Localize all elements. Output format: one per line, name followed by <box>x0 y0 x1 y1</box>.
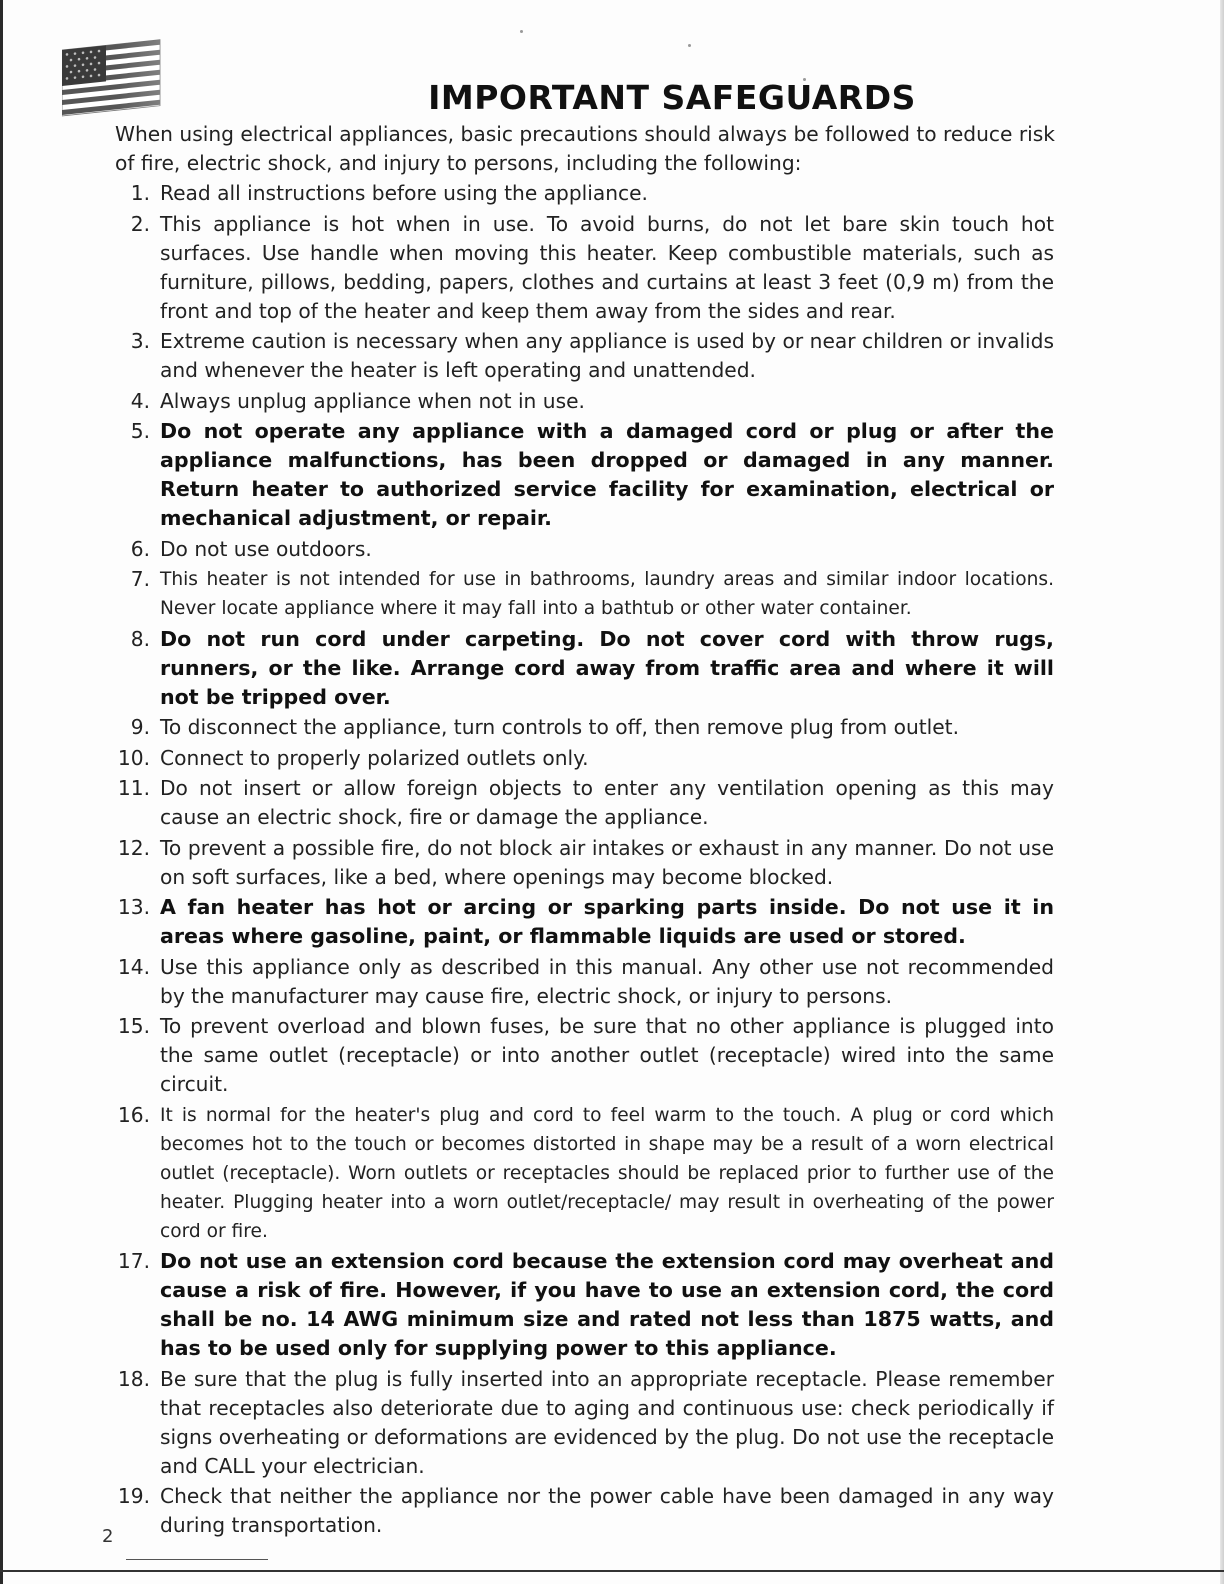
list-item <box>112 713 1054 742</box>
item-number: 16. <box>117 1102 150 1127</box>
item-number: 4. <box>130 388 150 413</box>
list-item <box>112 565 1054 623</box>
list-item <box>112 953 1054 1011</box>
item-text: It is normal for the heater's plug and cord to feel warm to the touch. A plug or cord which becomes hot to the touch or becomes distorted in shape may be a result of a worn electrical outlet (receptacle). Worn outlets or receptacles should be replaced prior to further use of the heater. Plugging heater into a worn outlet/receptacle/ may result in overheating of the power cord or fire. <box>160 1104 1054 1242</box>
item-text: Extreme caution is necessary when any appliance is used by or near children or invalids and whenever the heater is left operating and unattended. <box>160 329 1054 382</box>
list-item <box>112 387 1054 416</box>
scan-speck <box>688 44 691 47</box>
list-item <box>112 210 1054 326</box>
intro-paragraph: When using electrical appliances, basic precautions should always be followed to reduce risk of fire, electric shock, and injury to persons, including the following: <box>115 122 1055 175</box>
list-item <box>112 327 1054 385</box>
list-item <box>112 774 1054 832</box>
item-text: Use this appliance only as described in this manual. Any other use not recommended by the manufacturer may cause fire, electric shock, or injury to persons. <box>160 954 1054 1008</box>
list-item <box>112 834 1054 892</box>
scan-speck <box>520 30 523 33</box>
item-number: 3. <box>130 329 150 353</box>
item-number: 2. <box>130 211 150 236</box>
item-number: 10. <box>117 745 150 770</box>
item-text: Read all instructions before using the appliance. <box>160 181 648 205</box>
list-item <box>112 1101 1054 1246</box>
item-text: Do not operate any appliance with a damaged cord or plug or after the appliance malfunctions, has been dropped or damaged in any manner. Return heater to authorized service facility for examination, electrical or mechanical adjustment, or repair. <box>160 419 1054 530</box>
list-item <box>112 1482 1054 1540</box>
page-left-edge <box>0 0 3 1584</box>
footer-rule <box>126 1559 268 1560</box>
item-text: To prevent a possible fire, do not block air intakes or exhaust in any manner. Do not use on soft surfaces, like a bed, where openings may become blocked. <box>160 835 1054 889</box>
item-number: 18. <box>117 1366 150 1391</box>
item-number: 15. <box>117 1014 150 1038</box>
item-text: Do not insert or allow foreign objects to enter any ventilation opening as this may cause an electric shock, fire or damage the appliance. <box>160 776 1054 829</box>
list-item-warning <box>112 893 1054 951</box>
item-number: 14. <box>117 954 150 979</box>
item-text: Do not run cord under carpeting. Do not cover cord with throw rugs, runners, or the like. Arrange cord away from traffic area and where it will not be tripped over. <box>160 626 1054 709</box>
list-item-warning <box>112 625 1054 712</box>
item-text: To prevent overload and blown fuses, be sure that no other appliance is plugged into the same outlet (receptacle) or into another outlet (receptacle) wired into the same circuit. <box>160 1014 1054 1096</box>
item-number: 17. <box>117 1249 150 1273</box>
list-item <box>112 1365 1054 1481</box>
list-item <box>112 179 1054 208</box>
item-text: This heater is not intended for use in bathrooms, laundry areas and similar indoor locations. Never locate appliance where it may fall into a bathtub or other water container. <box>160 569 1054 619</box>
item-number: 6. <box>130 536 150 561</box>
item-text: Check that neither the appliance nor the power cable have been damaged in any way during transportation. <box>160 1484 1054 1537</box>
list-item-warning <box>112 1247 1054 1363</box>
item-text: This appliance is hot when in use. To avoid burns, do not let bare skin touch hot surfaces. Use handle when moving this heater. Keep combustible materials, such as furniture, pillows, bedding, papers, clothes and curtains at least 3 feet (0,9 m) from the front and top of the heater and keep them away from the sides and rear. <box>160 211 1054 323</box>
item-text: Always unplug appliance when not in use. <box>160 388 585 413</box>
item-number: 1. <box>130 181 150 205</box>
safeguards-list <box>112 179 1054 1542</box>
item-text: A fan heater has hot or arcing or sparking parts inside. Do not use it in areas where gasoline, paint, or flammable liquids are used or stored. <box>160 895 1054 948</box>
list-item-warning <box>112 417 1054 533</box>
item-text: Connect to properly polarized outlets only. <box>160 745 589 770</box>
item-text: Do not use an extension cord because the extension cord may overheat and cause a risk of fire. However, if you have to use an extension cord, the cord shall be no. 14 AWG minimum size and rated not less than 1875 watts, and has to be used only for supplying power to this appliance. <box>160 1249 1054 1360</box>
page-right-edge <box>1220 0 1224 1584</box>
item-number: 7. <box>130 567 150 591</box>
item-number: 8. <box>130 626 150 651</box>
item-text: Do not use outdoors. <box>160 536 372 561</box>
page-bottom-edge <box>0 1570 1224 1572</box>
item-number: 13. <box>117 895 150 919</box>
item-number: 5. <box>130 419 150 443</box>
item-number: 9. <box>130 715 150 739</box>
list-item <box>112 535 1054 564</box>
item-text: Be sure that the plug is fully inserted into an appropriate receptacle. Please remember that receptacles also deteriorate due to aging and continuous use: check periodically if signs overheating or deformations are evidenced by the plug. Do not use the receptacle and CALL your electrician. <box>160 1366 1054 1478</box>
list-item <box>112 1012 1054 1099</box>
item-number: 12. <box>117 835 150 860</box>
item-number: 19. <box>117 1484 150 1508</box>
item-text: To disconnect the appliance, turn controls to off, then remove plug from outlet. <box>160 715 960 739</box>
page-number: 2 <box>102 1526 114 1547</box>
page-title: IMPORTANT SAFEGUARDS <box>428 78 916 117</box>
list-item <box>112 744 1054 773</box>
item-number: 11. <box>117 776 150 800</box>
